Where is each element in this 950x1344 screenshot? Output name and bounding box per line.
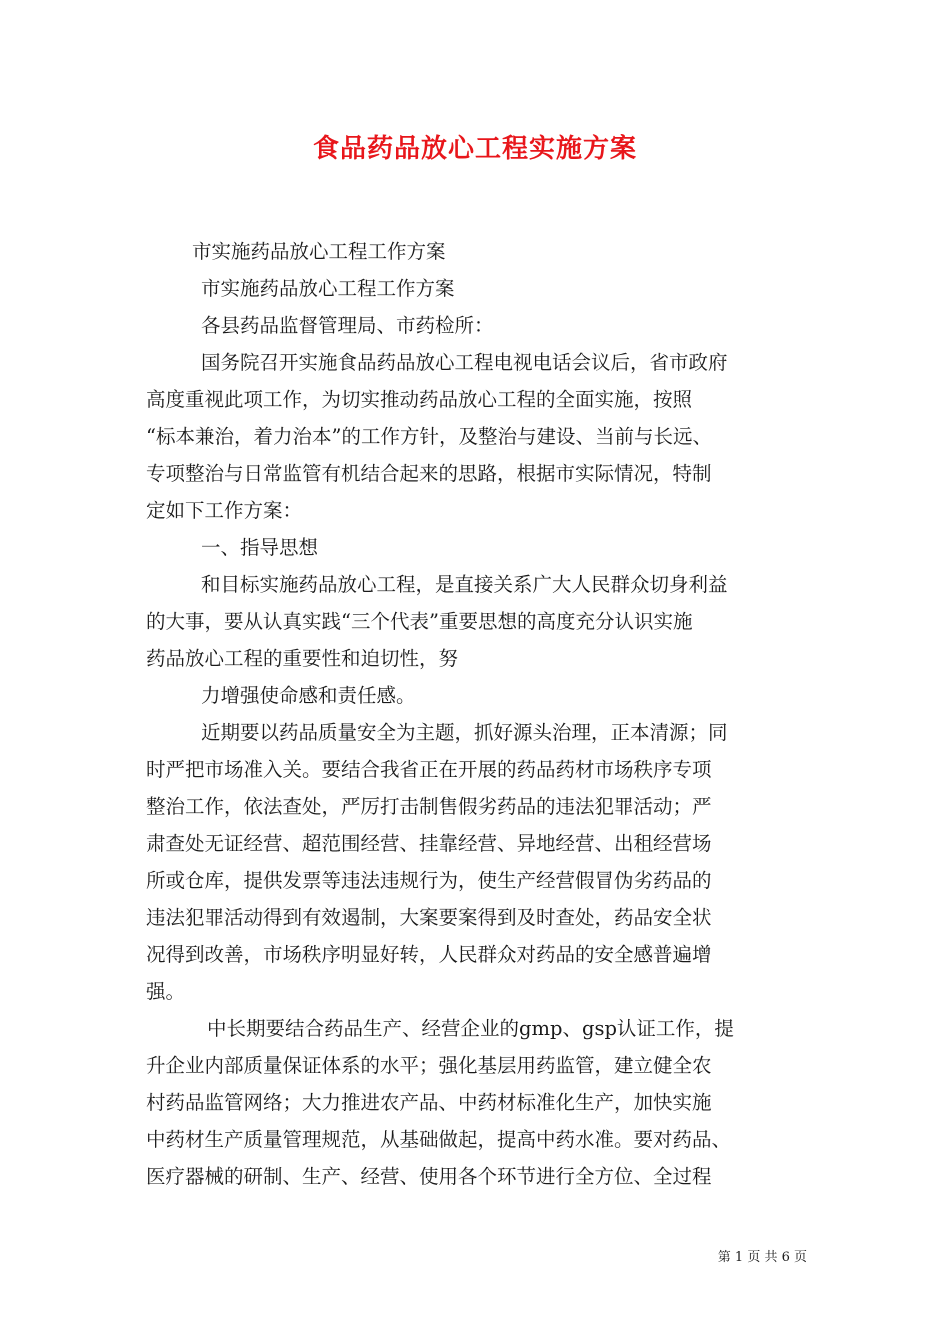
page-number-footer: 第 1 页 共 6 页 bbox=[717, 1250, 807, 1265]
paragraph-line: 升企业内部质量保证体系的水平；强化基层用药监管，建立健全农 bbox=[146, 1054, 712, 1077]
paragraph-line: 医疗器械的研制、生产、经营、使用各个环节进行全方位、全过程 bbox=[146, 1165, 712, 1188]
paragraph-line: 国务院召开实施食品药品放心工程电视电话会议后，省市政府 bbox=[201, 351, 728, 374]
document-body bbox=[146, 233, 818, 1195]
document-title: 食品药品放心工程实施方案 bbox=[312, 134, 637, 164]
paragraph-line: 肃查处无证经营、超范围经营、挂靠经营、异地经营、出租经营场 bbox=[146, 832, 712, 855]
paragraph-line: 中长期要结合药品生产、经营企业的gmp、gsp认证工作，提 bbox=[207, 1017, 734, 1040]
paragraph-line: “标本兼治，着力治本”的工作方针，及整治与建设、当前与长远、 bbox=[146, 425, 712, 448]
paragraph-line: 村药品监管网络；大力推进农产品、中药材标准化生产，加快实施 bbox=[146, 1091, 712, 1114]
paragraph-line: 中药材生产质量管理规范，从基础做起，提高中药水准。要对药品、 bbox=[146, 1128, 732, 1151]
section-heading: 一、指导思想 bbox=[201, 536, 319, 559]
paragraph-line: 违法犯罪活动得到有效遏制，大案要案得到及时查处，药品安全状 bbox=[146, 906, 712, 929]
paragraph-line: 高度重视此项工作，为切实推动药品放心工程的全面实施，按照 bbox=[146, 388, 693, 411]
paragraph-line: 况得到改善，市场秩序明显好转，人民群众对药品的安全感普遍增 bbox=[146, 943, 712, 966]
paragraph-line: 专项整治与日常监管有机结合起来的思路，根据市实际情况，特制 bbox=[146, 462, 712, 485]
paragraph-line: 所或仓库，提供发票等违法违规行为，使生产经营假冒伪劣药品的 bbox=[146, 869, 712, 892]
paragraph-line: 和目标实施药品放心工程，是直接关系广大人民群众切身利益 bbox=[201, 573, 728, 596]
paragraph-line: 市实施药品放心工程工作方案 bbox=[201, 277, 455, 300]
paragraph-line: 的大事，要从认真实践“三个代表”重要思想的高度充分认识实施 bbox=[146, 610, 693, 633]
paragraph-line: 时严把市场准入关。要结合我省正在开展的药品药材市场秩序专项 bbox=[146, 758, 712, 781]
paragraph-line: 各县药品监督管理局、市药检所： bbox=[201, 314, 494, 337]
paragraph-line: 近期要以药品质量安全为主题，抓好源头治理，正本清源；同 bbox=[201, 721, 728, 744]
paragraph-line: 定如下工作方案： bbox=[146, 499, 303, 522]
paragraph-line: 强。 bbox=[146, 980, 186, 1003]
paragraph-line: 力增强使命感和责任感。 bbox=[201, 684, 416, 707]
paragraph-line: 市实施药品放心工程工作方案 bbox=[192, 240, 446, 263]
paragraph-line: 整治工作，依法查处，严厉打击制售假劣药品的违法犯罪活动；严 bbox=[146, 795, 712, 818]
paragraph-line: 药品放心工程的重要性和迫切性，努 bbox=[146, 647, 459, 670]
